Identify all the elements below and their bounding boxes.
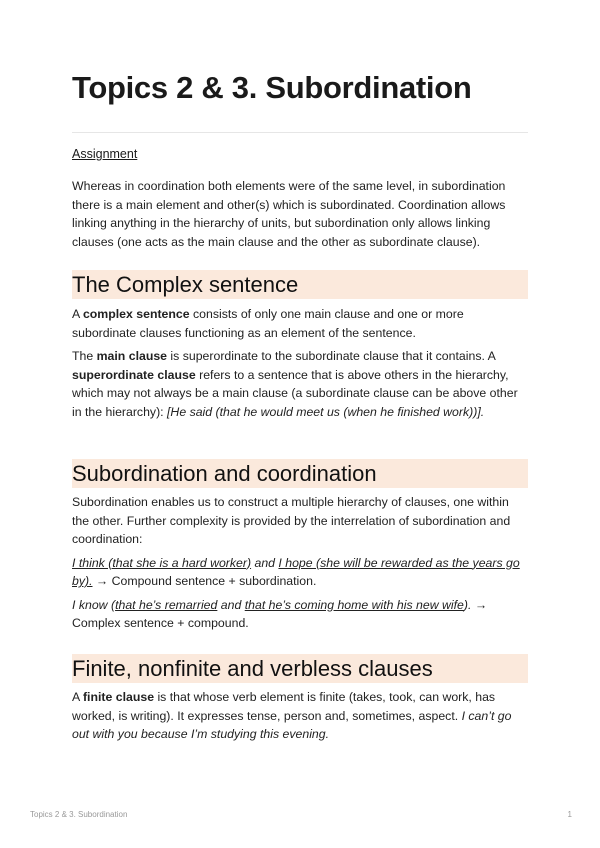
subordination-paragraph: Subordination enables us to construct a multiple hierarchy of clauses, one within the other. Further complexity is provided by the interrelation of subordination and coordination: xyxy=(72,495,511,546)
finite-clause-paragraph: A finite clause is that whose verb element is finite (takes, took, can work, has worked, is writing). It expresses tense, person and, sometimes, aspect. I can’t go out with you because I’m studying this evening. xyxy=(72,690,512,741)
example-complex-compound: I know (that he’s remarried and that he’s coming home with his new wife). → Complex sentence + compound. xyxy=(72,597,488,630)
heading-subordination-coordination: Subordination and coordination xyxy=(72,459,528,488)
example-sentence: [He said (that he would meet us (when he finished work))]. xyxy=(167,404,485,419)
term-main-clause: main clause xyxy=(96,349,168,363)
intro-block xyxy=(72,177,528,251)
heading-finite-clauses: Finite, nonfinite and verbless clauses xyxy=(72,654,528,683)
title-divider xyxy=(72,132,528,133)
heading-complex-sentence: The Complex sentence xyxy=(72,270,528,299)
term-complex-sentence: complex sentence xyxy=(82,307,190,321)
example-compound-subordination: I think (that she is a hard worker) and I hope (she will be rewarded as the years go by). → Compound sentence + subordination. xyxy=(72,555,520,588)
page-number: 1 xyxy=(567,810,572,819)
term-finite-clause: finite clause xyxy=(82,690,155,704)
subordination-block xyxy=(72,493,528,633)
finite-example: I can’t go out with you because I’m studying this evening. xyxy=(72,708,512,741)
footer-title: Topics 2 & 3. Subordination xyxy=(30,810,128,819)
term-superordinate-clause: superordinate clause xyxy=(72,367,196,382)
complex-sentence-block xyxy=(72,305,528,421)
assignment-label: Assignment xyxy=(72,147,138,161)
page-title: Topics 2 & 3. Subordination xyxy=(72,70,472,105)
intro-paragraph: Whereas in coordination both elements were of the same level, in subordination there is a main element and other(s) which is subordinated. Coordination allows linking anything in the hierarchy of units, but subordination only allows linking clauses (one acts as the main clause and the other as subordinate clause). xyxy=(72,179,506,249)
main-clause-paragraph: The main clause is superordinate to the subordinate clause that it contains. A superordinate clause refers to a sentence that is above others in the hierarchy, which may not always be a main clause (a subordinate clause can be above other in the hierarchy): [He said (that he would meet us (when he finished work))]. xyxy=(72,349,518,419)
finite-clauses-block xyxy=(72,688,528,744)
complex-sentence-paragraph: A complex sentence consists of only one main clause and one or more subordinate clauses functioning as an element of the sentence. xyxy=(72,307,464,340)
